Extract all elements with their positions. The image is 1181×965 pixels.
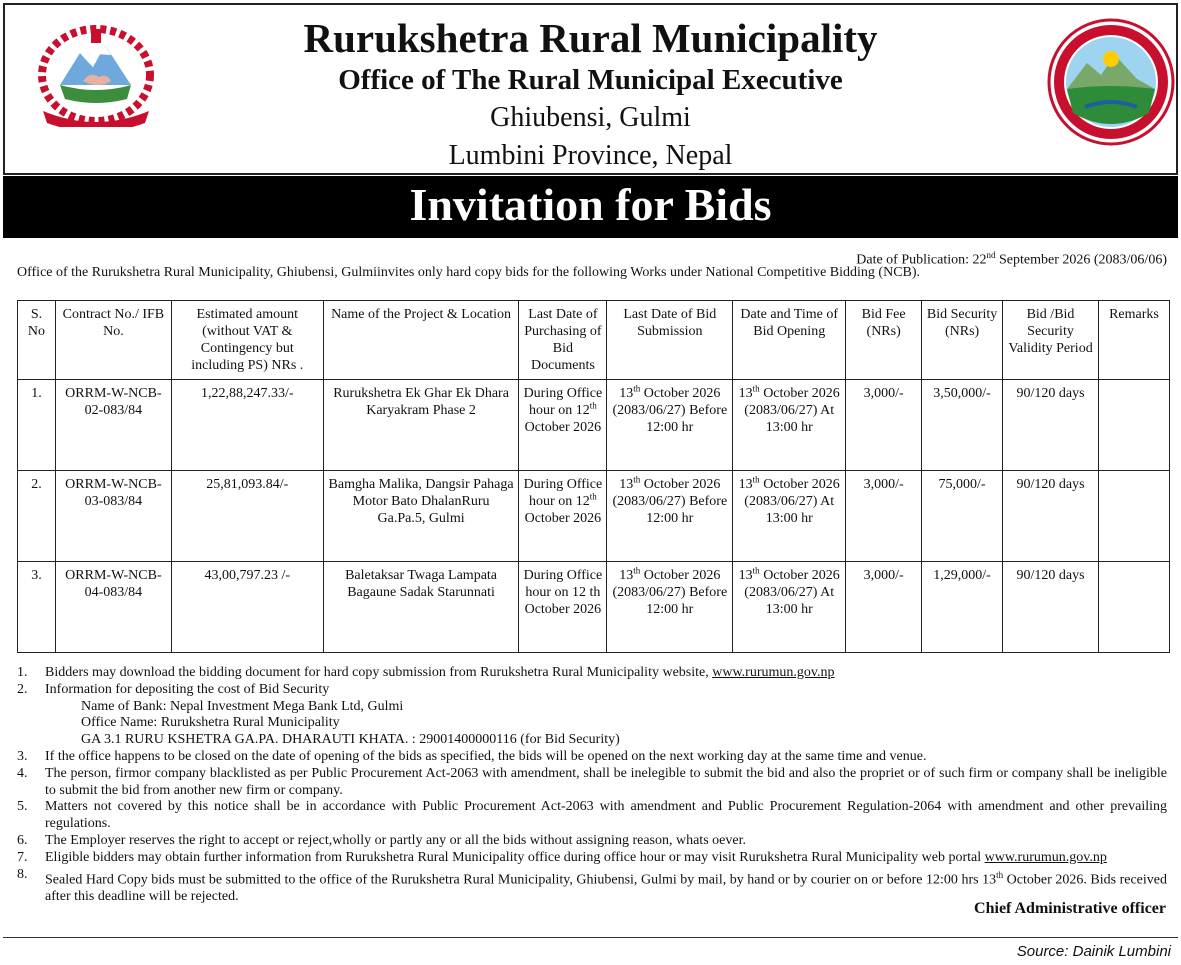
list-item: 6. The Employer reserves the right to accept or reject,wholly or partly any or all the bids without assigning reason, whats oever. [17, 832, 746, 848]
cell-opening-date: 13th October 2026 (2083/06/27) At 13:00 hr [733, 380, 846, 471]
office-subtitle: Office of The Rural Municipal Executive [338, 64, 843, 96]
publication-date: Date of Publication: 22nd September 2026 (2083/06/06) [856, 250, 1167, 268]
table-row [18, 562, 1170, 653]
cell-purchase-date: During Office hour on 12th October 2026 [519, 471, 607, 562]
address-line-2: Lumbini Province, Nepal [448, 140, 733, 171]
office-name: Office Name: Rurukshetra Rural Municipality [81, 715, 340, 731]
cell-bid-fee: 3,000/- [846, 562, 922, 653]
header-amount: Estimated amount (without VAT & Contingency but including PS) NRs . [171, 301, 323, 380]
web-portal-link[interactable]: www.rurumun.gov.np [984, 849, 1107, 865]
intro-text: Office of the Rurukshetra Rural Municipality, Ghiubensi, Gulmiinvites only hard copy bids for the following Works under National Competitive Bidding (NCB). [17, 265, 921, 280]
signature-title: Chief Administrative officer [974, 900, 1166, 917]
cell-remarks [1098, 562, 1169, 653]
header-bid-fee: Bid Fee (NRs) [846, 301, 922, 380]
notice-header [3, 3, 1178, 175]
cell-validity: 90/120 days [1003, 471, 1099, 562]
cell-submission-date: 13th October 2026 (2083/06/27) Before 12:00 hr [607, 471, 733, 562]
header-contract: Contract No./ IFB No. [55, 301, 171, 380]
cell-bid-security: 75,000/- [922, 471, 1003, 562]
cell-contract: ORRM-W-NCB-03-083/84 [55, 471, 171, 562]
list-item: 2. Information for depositing the cost of Bid Security [17, 681, 330, 697]
cell-project: Rurukshetra Ek Ghar Ek Dhara Karyakram Phase 2 [323, 380, 519, 471]
municipality-seal-logo [1045, 17, 1177, 147]
source-credit: Source: Dainik Lumbini [1016, 943, 1171, 960]
invitation-banner: Invitation for Bids [3, 176, 1178, 238]
list-item: 4. The person, firmor company blacklisted as per Public Procurement Act-2063 with amendment, shall be inelegible to submit the bid and also the propriet or of such firm or company shall be ineligible to submit the bid from another new firm or company. [17, 765, 1167, 798]
cell-amount: 25,81,093.84/- [171, 471, 323, 562]
cell-submission-date: 13th October 2026 (2083/06/27) Before 12:00 hr [607, 380, 733, 471]
cell-validity: 90/120 days [1003, 380, 1099, 471]
terms-list [17, 665, 1167, 906]
cell-amount: 1,22,88,247.33/- [171, 380, 323, 471]
cell-bid-fee: 3,000/- [846, 471, 922, 562]
cell-remarks [1098, 380, 1169, 471]
cell-opening-date: 13th October 2026 (2083/06/27) At 13:00 hr [733, 471, 846, 562]
bids-table [17, 300, 1170, 653]
list-item: 3. If the office happens to be closed on the date of opening of the bids as specified, the bids will be opened on the next working day at the same time and venue. [17, 748, 927, 764]
header-purchase-date: Last Date of Purchasing of Bid Documents [519, 301, 607, 380]
cell-purchase-date: During Office hour on 12th October 2026 [519, 380, 607, 471]
cell-project: Baletaksar Twaga Lampata Bagaune Sadak Starunnati [323, 562, 519, 653]
cell-remarks [1098, 471, 1169, 562]
header-sn: S. No [18, 301, 56, 380]
table-header-row [18, 301, 1170, 380]
header-submission-date: Last Date of Bid Submission [607, 301, 733, 380]
table-row [18, 380, 1170, 471]
cell-contract: ORRM-W-NCB-02-083/84 [55, 380, 171, 471]
website-link[interactable]: www.rurumun.gov.np [712, 665, 835, 680]
cell-amount: 43,00,797.23 /- [171, 562, 323, 653]
cell-contract: ORRM-W-NCB-04-083/84 [55, 562, 171, 653]
bank-name: Name of Bank: Nepal Investment Mega Bank Ltd, Gulmi [81, 698, 404, 714]
cell-bid-fee: 3,000/- [846, 380, 922, 471]
header-validity: Bid /Bid Security Validity Period [1003, 301, 1099, 380]
cell-sn: 3. [18, 562, 56, 653]
cell-validity: 90/120 days [1003, 562, 1099, 653]
list-item: 8. Sealed Hard Copy bids must be submitted to the office of the Rurukshetra Rural Municipality, Ghiubensi, Gulmi by mail, by hand or by courier on or before 12:00 hrs 13th October 2026. Bids received after this deadline will be rejected. [17, 866, 1167, 905]
cell-opening-date: 13th October 2026 (2083/06/27) At 13:00 hr [733, 562, 846, 653]
cell-purchase-date: During Office hour on 12 th October 2026 [519, 562, 607, 653]
cell-bid-security: 3,50,000/- [922, 380, 1003, 471]
footer-divider [3, 937, 1178, 938]
cell-bid-security: 1,29,000/- [922, 562, 1003, 653]
municipality-title: Rurukshetra Rural Municipality [303, 15, 878, 61]
list-item: 1. Bidders may download the bidding document for hard copy submission from Rurukshetra Rural Municipality website, www.rurumun.gov.np [17, 665, 835, 680]
cell-sn: 2. [18, 471, 56, 562]
header-opening-date: Date and Time of Bid Opening [733, 301, 846, 380]
header-remarks: Remarks [1098, 301, 1169, 380]
account-number: GA 3.1 RURU KSHETRA GA.PA. DHARAUTI KHATA. : 29001400000116 (for Bid Security) [81, 732, 620, 748]
cell-submission-date: 13th October 2026 (2083/06/27) Before 12:00 hr [607, 562, 733, 653]
header-bid-security: Bid Security (NRs) [922, 301, 1003, 380]
address-line-1: Ghiubensi, Gulmi [490, 102, 691, 133]
cell-project: Bamgha Malika, Dangsir Pahaga Motor Bato DhalanRuru Ga.Pa.5, Gulmi [323, 471, 519, 562]
cell-sn: 1. [18, 380, 56, 471]
list-item: 7. Eligible bidders may obtain further information from Rurukshetra Rural Municipality office during office hour or may visit Rurukshetra Rural Municipality web portal www.rurumun.gov.np [17, 849, 1107, 865]
list-item: 5. Matters not covered by this notice shall be in accordance with Public Procurement Act-2063 with amendment and Public Procurement Regulation-2064 with amendment and other prevailing regulations. [17, 799, 1167, 832]
table-row [18, 471, 1170, 562]
header-project: Name of the Project & Location [323, 301, 519, 380]
